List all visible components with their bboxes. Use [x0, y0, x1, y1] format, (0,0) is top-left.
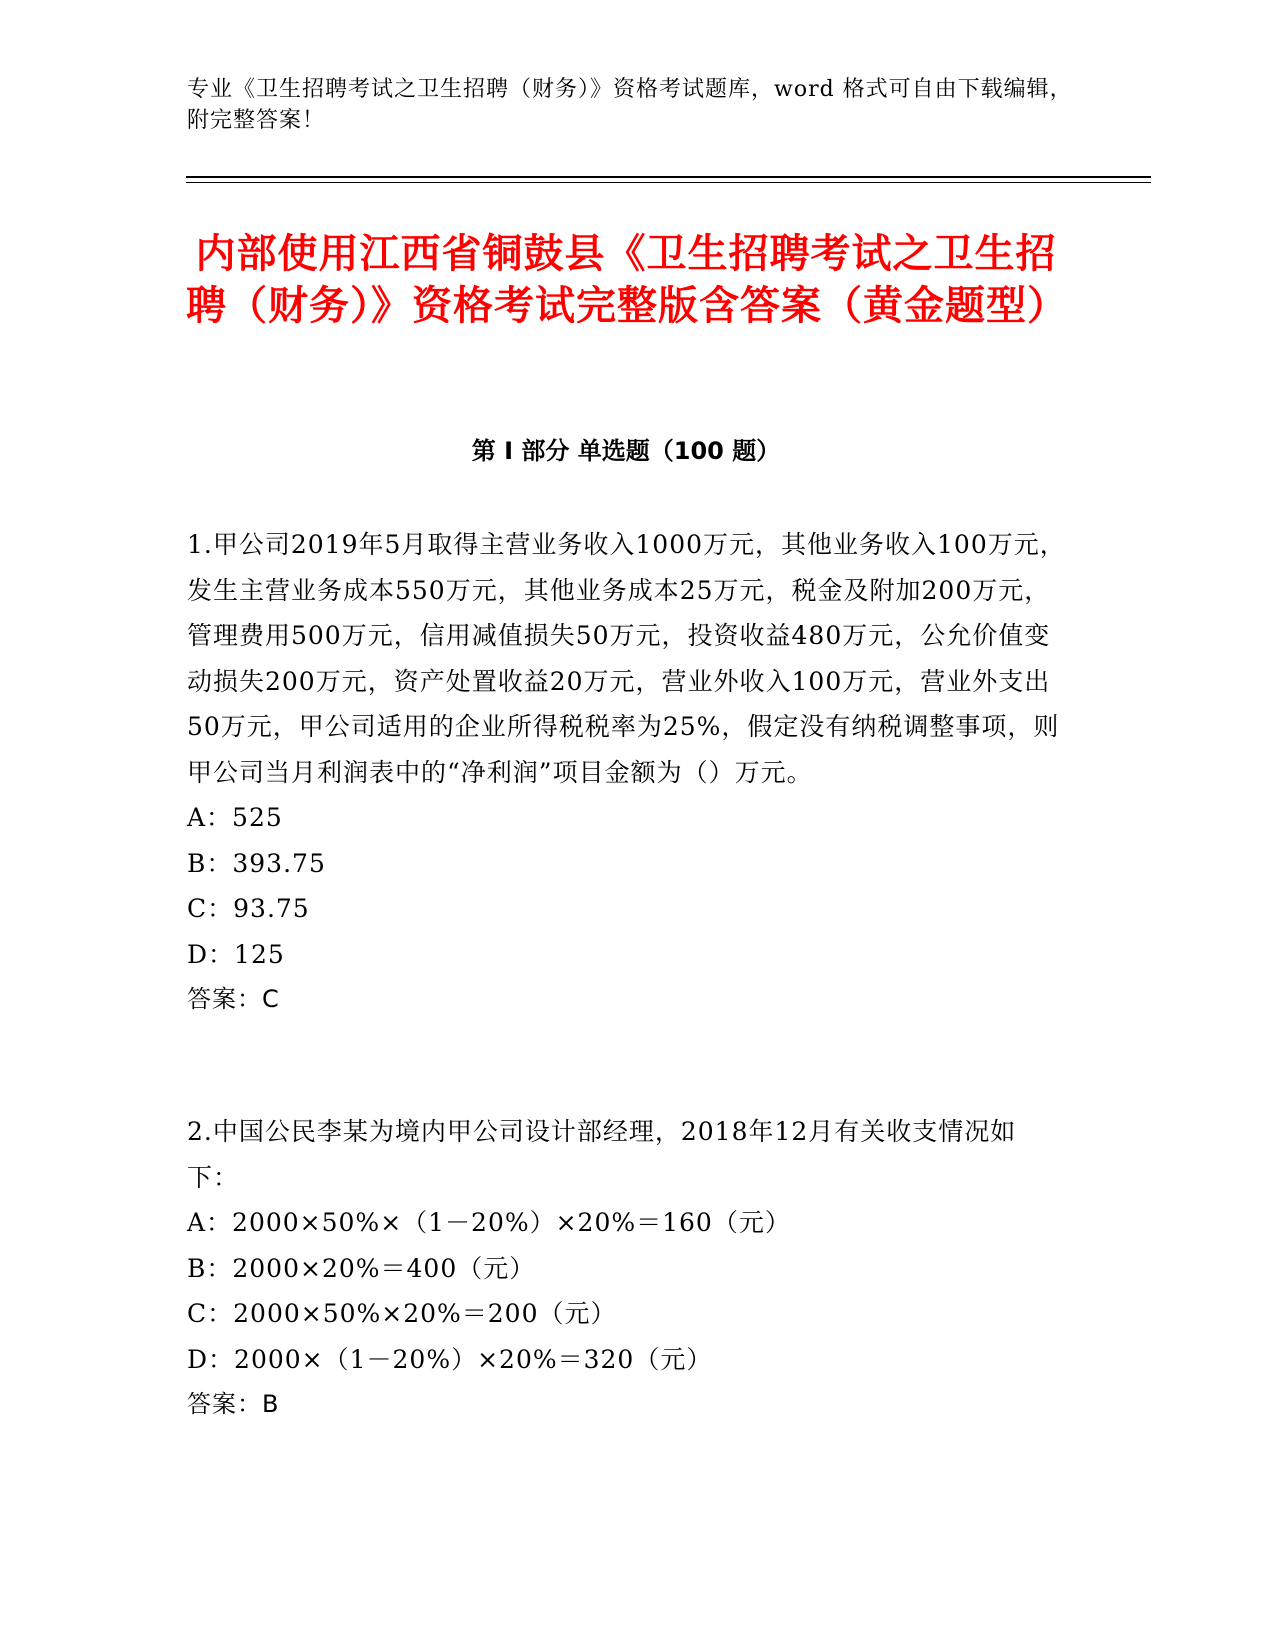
option-b: B：2000×20%＝400（元）: [187, 1253, 536, 1283]
question-stem: 1.甲公司2019年5月取得主营业务收入1000万元，其他业务收入100万元，发生主营业务成本550万元，其他业务成本25万元，税金及附加200万元，管理费用500万元，信用减值损失50万元，投资收益480万元，公允价值变动损失200万元，资产处置收益20万元，营业外收入100万元，营业外支出50万元，甲公司适用的企业所得税税率为25%，假定没有纳税调整事项，则甲公司当月利润表中的“净利润”项目金额为（）万元。: [187, 530, 1066, 787]
option-d: D：2000×（1－20%）×20%＝320（元）: [187, 1344, 713, 1374]
header-rule-thin: [186, 182, 1151, 183]
question-2: [187, 1109, 1067, 1428]
option-a: A：525: [187, 803, 283, 832]
header-note: 专业《卫生招聘考试之卫生招聘（财务）》资格考试题库，word 格式可自由下载编辑，附完整答案！: [187, 77, 1073, 133]
question-stem: 2.中国公民李某为境内甲公司设计部经理，2018年12月有关收支情况如下：: [187, 1117, 1017, 1192]
option-c: C：2000×50%×20%＝200（元）: [187, 1299, 617, 1328]
section-title: 第 I 部分 单选题（100 题）: [471, 437, 781, 465]
answer-label: 答案：C: [187, 985, 280, 1013]
option-b: B：393.75: [187, 848, 326, 878]
option-a: A：2000×50%×（1－20%）×20%＝160（元）: [187, 1208, 791, 1237]
answer-label: 答案：B: [187, 1390, 280, 1418]
option-c: C：93.75: [187, 894, 310, 923]
document-title: 内部使用江西省铜鼓县《卫生招聘考试之卫生招聘（财务）》资格考试完整版含答案（黄金题型）: [186, 231, 1068, 329]
option-d: D：125: [187, 939, 285, 969]
question-1: [187, 522, 1067, 1023]
header-rule: [186, 176, 1151, 178]
